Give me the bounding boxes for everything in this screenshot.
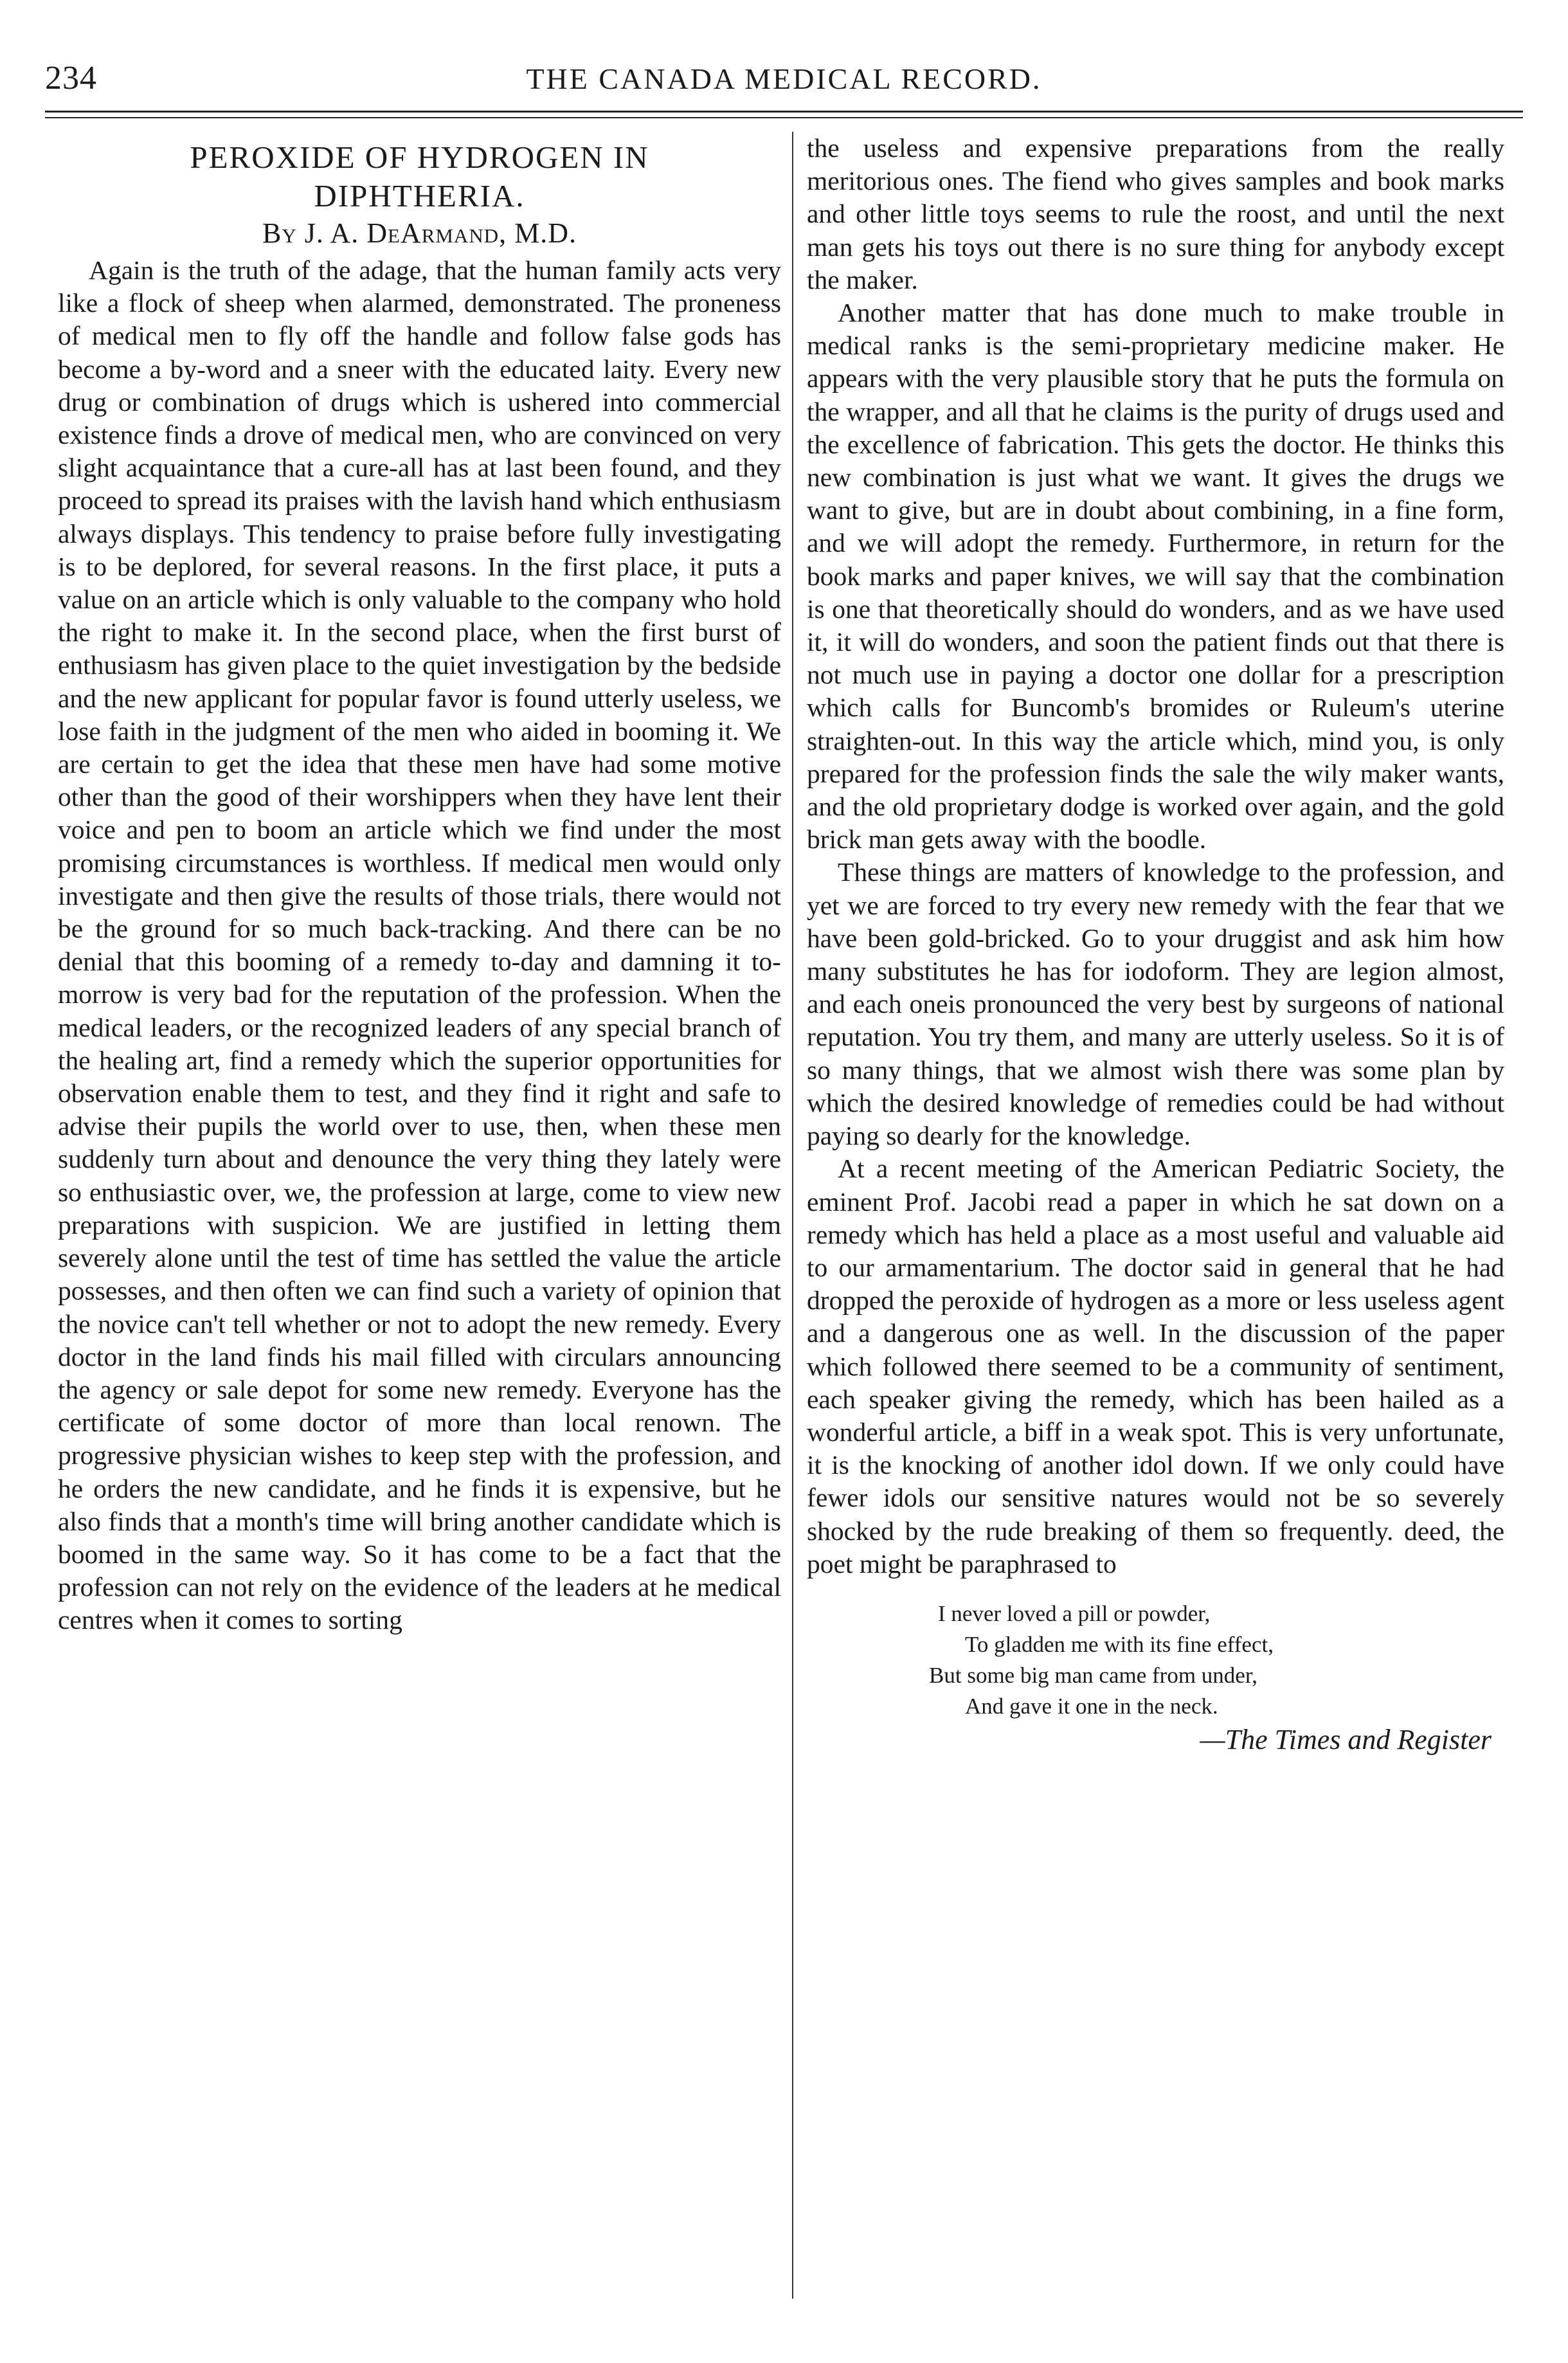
article-title-line-2: DIPHTHERIA. [314, 178, 525, 213]
verse-line-2: To gladden me with its fine effect, [965, 1631, 1274, 1657]
verse-line-1: I never loved a pill or powder, [938, 1600, 1211, 1626]
body-paragraph-1-continued: the useless and expensive preparations from the really meritorious ones. The fiend who gives samples and book marks and other little toys seems to rule the roost, and until the next man gets his toys out there is no sure thing for anybody except the maker. [807, 133, 1504, 294]
body-paragraph-2: Another matter that has done much to make trouble in medical ranks is the semi-proprietary medicine maker. He appears with the very plausible story that he puts the formula on the wrapper, and all that he claims is the purity of drugs used and the excellence of fabrication. This gets the doctor. He thinks this new combination is just what we want. It gives the drugs we want to give, but are in doubt about combining, in a fine form, and we will adopt the remedy. Furthermore, in return for the book marks and paper knives, we will say that the combination is one that theoretically should do wonders, and as we have used it, it will do wonders, and soon the patient finds out that there is not much use in paying a doctor one dollar for a prescription which calls for Buncomb's bromides or Ruleum's uterine straighten-out. In this way the article which, mind you, is only prepared for the profession finds the sale the wily maker wants, and the old proprietary dodge is worked over again, and the gold brick man gets away with the boodle. [807, 298, 1504, 855]
right-column [807, 132, 1504, 1758]
column-divider [792, 132, 793, 2299]
body-paragraph-3: These things are matters of knowledge to the profession, and yet we are forced to try every new remedy with the fear that we have been gold-bricked. Go to your druggist and ask him how many substitutes he has for iodoform. They are legion almost, and each oneis pronounced the very best by surgeons of national reputation. You try them, and many are utterly useless. So it is of so many things, that we almost wish there was some plan by which the desired knowledge of remedies could be had without paying so dearly for the knowledge. [807, 857, 1504, 1151]
body-paragraph-1: Again is the truth of the adage, that the human family acts very like a flock of sheep when alarmed, demonstrated. The proneness of medical men to fly off the handle and follow false gods has become a by-word and a sneer with the educated laity. Every new drug or combination of drugs which is ushered into commercial existence finds a drove of medical men, who are convinced on very slight acquaintance that a cure-all has at last been found, and they proceed to spread its praises with the lavish hand which enthusiasm always displays. This tendency to praise before fully investigating is to be deplored, for several reasons. In the first place, it puts a value on an article which is only valuable to the company who hold the right to make it. In the second place, when the first burst of enthusiasm has given place to the quiet investigation by the bedside and the new applicant for popular favor is found utterly useless, we lose faith in the judgment of the men who aided in booming it. We are certain to get the idea that these men have had some motive other than the good of their worshippers when they have lent their voice and pen to boom an article which we find under the most promising circumstances is worthless. If medical men would only investigate and then give the results of those trials, there would not be the ground for so much back-tracking. And there can be no denial that this booming of a remedy to-day and damning it to-morrow is very bad for the reputation of the profession. When the medical leaders, or the recognized leaders of any special branch of the healing art, find a remedy which the superior opportunities for observation enable them to test, and they find it right and safe to advise their pupils the world over to use, then, when these men suddenly turn about and denounce the very thing they lately were so enthusiastic over, we, the profession at large, come to view new preparations with suspicion. We are justified in letting them severely alone until the test of time has settled the value the article possesses, and then often we can find such a variety of opinion that the novice can't tell whether or not to adopt the new remedy. Every doctor in the land finds his mail filled with circulars announcing the agency or sale depot for some new remedy. Everyone has the certificate of some doctor of more than local renown. The progressive physician wishes to keep step with the profession, and he orders the new candidate, and he finds it is expensive, but he also finds that a month's time will bring another candidate which is boomed in the same way. So it has come to be a fact that the profession can not rely on the evidence of the leaders at he medical centres when it comes to sorting [58, 255, 781, 1635]
verse-line-3: But some big man came from under, [929, 1662, 1257, 1688]
left-column [58, 132, 781, 1637]
article-title-line-1: PEROXIDE OF HYDROGEN IN [190, 140, 649, 175]
header-rule-top [45, 111, 1523, 113]
page-number: 234 [45, 60, 97, 96]
article-title [58, 138, 781, 215]
verse-quote [929, 1598, 1504, 1722]
article-byline: By J. A. DeArmand, M.D. [262, 217, 577, 249]
header-rule-bottom [45, 117, 1523, 118]
source-attribution: —The Times and Register [1200, 1723, 1491, 1755]
body-paragraph-4: At a recent meeting of the American Pediatric Society, the eminent Prof. Jacobi read a paper in which he sat down on a remedy which has held a place as a most useful and valuable aid to our armamentarium. The doctor said in general that he had dropped the peroxide of hydrogen as a more or less useless agent and a dangerous one as well. In the discussion of the paper which followed there seemed to be a community of sentiment, each speaker giving the remedy, which has been hailed as a wonderful article, a biff in a weak spot. This is very unfortunate, it is the knocking of another idol down. If we only could have fewer idols our sensitive natures would not be so severely shocked by the rude breaking of them so frequently. deed, the poet might be paraphrased to [807, 1154, 1504, 1579]
running-title: THE CANADA MEDICAL RECORD. [526, 62, 1042, 95]
verse-line-4: And gave it one in the neck. [965, 1693, 1218, 1719]
page-header [45, 59, 1523, 104]
